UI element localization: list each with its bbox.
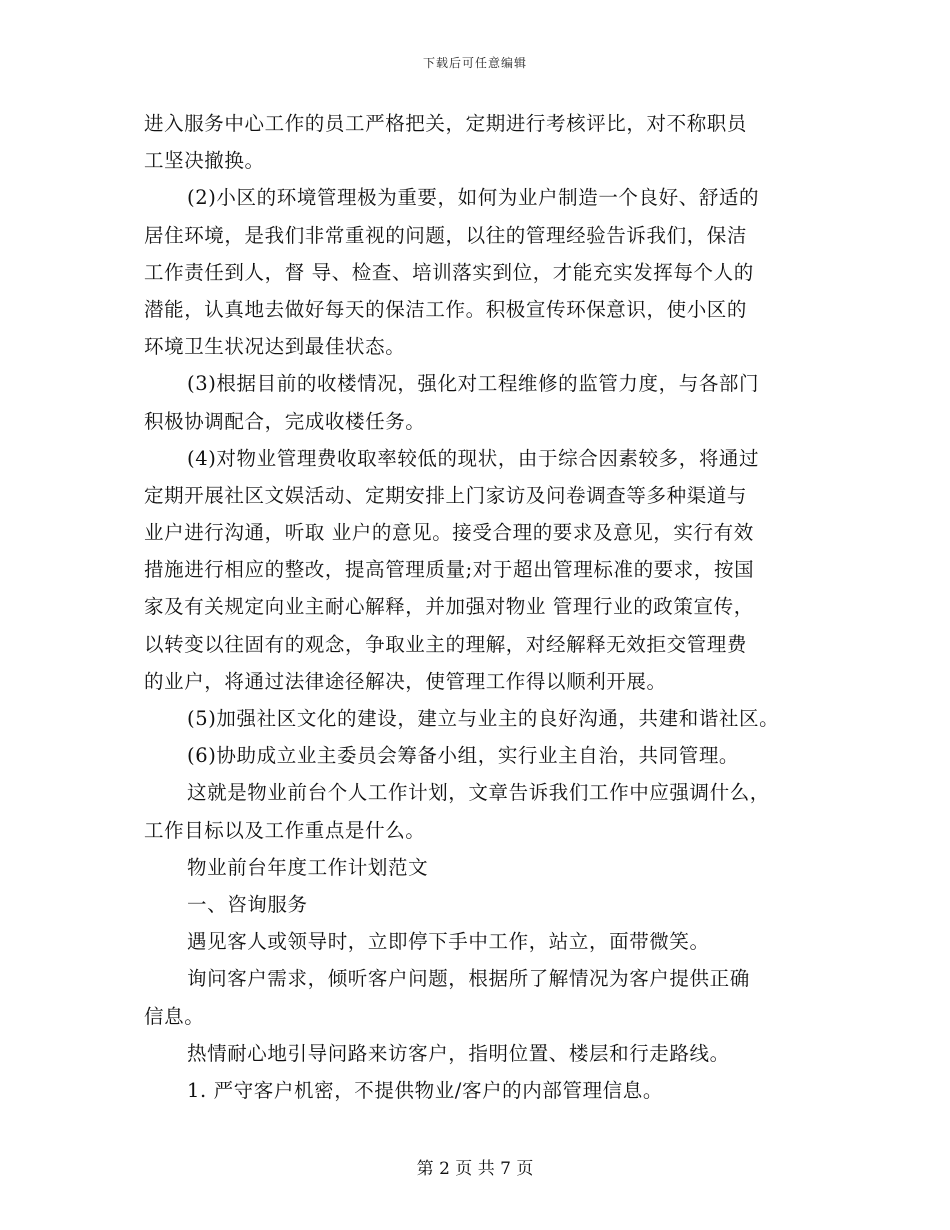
text-line: (2)小区的环境管理极为重要，如何为业户制造一个良好、舒适的 [187,186,760,210]
text-line: 进入服务中心工作的员工严格把关，定期进行考核评比，对不称职员 [144,112,748,135]
page-header: 下载后可任意编辑 [422,56,527,70]
text-line: 询问客户需求，倾听客户问题，根据所了解情况为客户提供正确 [187,967,750,991]
document-body [144,105,824,1109]
text-line: 业户进行沟通，听取 业户的意见。接受合理的要求及意见，实行有效 [144,521,754,545]
text-line: 以转变以往固有的观念，争取业主的理解，对经解释无效拒交管理费 [144,632,748,656]
text-line: 工坚决撤换。 [144,149,265,173]
text-line: 工作目标以及工作重点是什么。 [144,818,426,842]
text-line: 定期开展社区文娱活动、定期安排上门家访及问卷调查等多种渠道与 [144,483,748,507]
page-footer: 第 2 页 共 7 页 [416,1159,534,1179]
text-line: 一、咨询服务 [187,892,308,916]
text-line: 家及有关规定向业主耐心解释，并加强对物业 管理行业的政策宣传， [144,595,754,619]
text-line: 潜能，认真地去做好每天的保洁工作。积极宣传环保意识，使小区的 [144,297,748,321]
text-line: (6)协助成立业主委员会筹备小组，实行业主自治，共同管理。 [187,744,740,768]
text-line: 工作责任到人，督 导、检查、培训落实到位，才能充实发挥每个人的 [144,260,754,284]
text-line: 遇见客人或领导时，立即停下手中工作，站立，面带微笑。 [187,930,710,954]
text-line: 物业前台年度工作计划范文 [187,855,429,879]
text-line: 积极协调配合，完成收楼任务。 [144,409,426,433]
text-line: 环境卫生状况达到最佳状态。 [144,335,406,359]
text-line: 热情耐心地引导问路来访客户，指明位置、楼层和行走路线。 [187,1041,730,1065]
text-line: 信息。 [144,1004,205,1028]
text-line: 1. 严守客户机密，不提供物业/客户的内部管理信息。 [187,1078,663,1102]
text-line: (3)根据目前的收楼情况，强化对工程维修的监管力度，与各部门 [187,372,760,396]
text-line: (5)加强社区文化的建设，建立与业主的良好沟通，共建和谐社区。 [187,707,780,730]
text-line: 的业户，将通过法律途径解决，使管理工作得以顺利开展。 [144,669,667,693]
text-line: 措施进行相应的整改，提高管理质量;对于超出管理标准的要求，按国 [144,558,755,582]
text-line: 这就是物业前台个人工作计划，文章告诉我们工作中应强调什么， [187,781,770,805]
text-line: (4)对物业管理费收取率较低的现状，由于综合因素较多，将通过 [187,446,760,470]
text-line: 居住环境，是我们非常重视的问题，以往的管理经验告诉我们，保洁 [144,223,748,247]
